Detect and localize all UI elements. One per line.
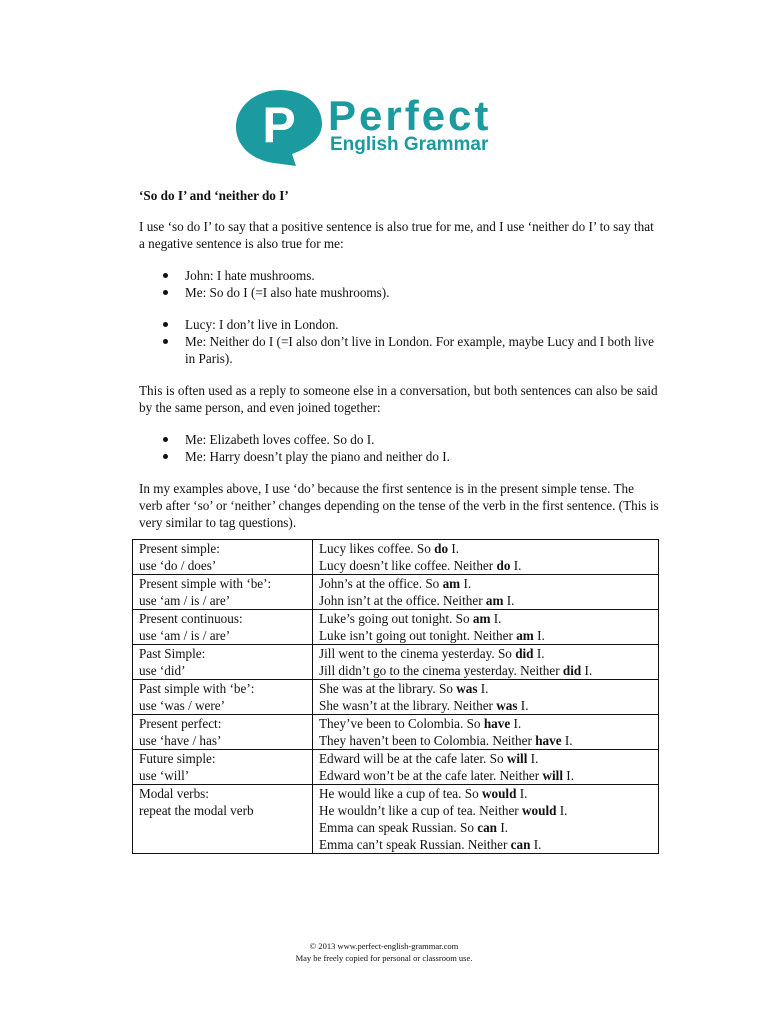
example-text-end: I. xyxy=(448,541,460,556)
auxiliary-verb: did xyxy=(562,663,582,678)
list-item: Me: Elizabeth loves coffee. So do I. xyxy=(185,431,659,448)
tense-cell xyxy=(133,750,313,785)
auxiliary-verb: am xyxy=(472,611,491,626)
auxiliary-verb: will xyxy=(542,768,563,783)
example-text-end: I. xyxy=(533,628,545,643)
example-list-2 xyxy=(139,316,659,367)
example-text-end: I. xyxy=(533,646,545,661)
intro-paragraph: I use ‘so do I’ to say that a positive sentence is also true for me, and I use ‘neither do I’ to say that a negative sentence is also true for me: xyxy=(139,219,654,251)
auxiliary-verb: was xyxy=(496,698,518,713)
example-text: Jill didn’t go to the cinema yesterday. Neither xyxy=(319,663,563,678)
example-sentence xyxy=(319,697,653,714)
example-text-end: I. xyxy=(497,820,509,835)
example-sentence xyxy=(319,715,653,732)
example-text: Lucy likes coffee. So xyxy=(319,541,435,556)
table-row xyxy=(133,715,659,750)
example-text-end: I. xyxy=(460,576,472,591)
example-sentence xyxy=(319,732,653,749)
table-row xyxy=(133,785,659,854)
example-cell xyxy=(313,540,659,575)
example-text-end: I. xyxy=(516,786,528,801)
auxiliary-verb: can xyxy=(477,820,498,835)
example-sentence xyxy=(319,819,653,836)
auxiliary-verb: have xyxy=(483,716,511,731)
usage-note: May be freely copied for personal or classroom use. xyxy=(295,953,473,963)
copyright-text: © 2013 www.perfect-english-grammar.com xyxy=(309,941,459,951)
example-text: Edward will be at the cafe later. So xyxy=(319,751,507,766)
example-text-end: I. xyxy=(556,803,568,818)
tense-rule: use ‘am / is / are’ xyxy=(139,628,231,643)
table-row xyxy=(133,575,659,610)
document-body xyxy=(139,187,659,854)
tense-name: Past Simple: xyxy=(139,646,206,661)
example-cell xyxy=(313,785,659,854)
logo xyxy=(234,88,524,168)
example-text: Emma can’t speak Russian. Neither xyxy=(319,837,511,852)
example-sentence xyxy=(319,662,653,679)
tense-cell xyxy=(133,540,313,575)
example-text: Edward won’t be at the cafe later. Neither xyxy=(319,768,543,783)
auxiliary-verb: did xyxy=(515,646,534,661)
tense-rule: use ‘will’ xyxy=(139,768,190,783)
tense-cell xyxy=(133,785,313,854)
logo-letter: P xyxy=(262,97,296,153)
paragraph-3: In my examples above, I use ‘do’ because the first sentence is in the present simple tense. The verb after ‘so’ or ‘neither’ changes depending on the tense of the verb in the first sentence. (This is very similar to tag questions). xyxy=(139,481,659,530)
tense-name: Present simple with ‘be’: xyxy=(139,576,272,591)
table-row xyxy=(133,750,659,785)
example-text: Jill went to the cinema yesterday. So xyxy=(319,646,516,661)
example-sentence xyxy=(319,610,653,627)
list-item: Me: Harry doesn’t play the piano and neither do I. xyxy=(185,448,659,465)
example-text: Luke’s going out tonight. So xyxy=(319,611,473,626)
example-sentence xyxy=(319,802,653,819)
tense-cell xyxy=(133,645,313,680)
auxiliary-verb: do xyxy=(434,541,449,556)
list-item: Me: So do I (=I also hate mushrooms). xyxy=(185,284,659,301)
table-row xyxy=(133,610,659,645)
example-text: John isn’t at the office. Neither xyxy=(319,593,486,608)
tense-cell xyxy=(133,680,313,715)
auxiliary-verb: will xyxy=(506,751,528,766)
tense-name: Modal verbs: xyxy=(139,786,209,801)
auxiliary-verb: would xyxy=(522,803,557,818)
example-text: He would like a cup of tea. So xyxy=(319,786,482,801)
example-sentence xyxy=(319,627,653,644)
example-text: Emma can speak Russian. So xyxy=(319,820,478,835)
example-sentence xyxy=(319,785,653,802)
example-text-end: I. xyxy=(530,837,542,852)
auxiliary-verb: am xyxy=(516,628,534,643)
tense-name: Present simple: xyxy=(139,541,220,556)
example-list-3 xyxy=(139,431,659,465)
example-cell xyxy=(313,680,659,715)
tense-name: Future simple: xyxy=(139,751,216,766)
example-text-end: I. xyxy=(510,716,522,731)
example-text-end: I. xyxy=(561,733,573,748)
example-list-1 xyxy=(139,267,659,301)
example-text: He wouldn’t like a cup of tea. Neither xyxy=(319,803,522,818)
tense-rule: use ‘have / has’ xyxy=(139,733,222,748)
table-row xyxy=(133,645,659,680)
tense-rule: use ‘am / is / are’ xyxy=(139,593,231,608)
tense-name: Present continuous: xyxy=(139,611,243,626)
example-cell xyxy=(313,610,659,645)
example-text: She was at the library. So xyxy=(319,681,457,696)
example-sentence xyxy=(319,680,653,697)
example-text: Luke isn’t going out tonight. Neither xyxy=(319,628,517,643)
paragraph-2: This is often used as a reply to someone else in a conversation, but both sentences can also be said by the same person, and even joined together: xyxy=(139,383,658,415)
tense-cell xyxy=(133,610,313,645)
tense-name: Past simple with ‘be’: xyxy=(139,681,255,696)
example-cell xyxy=(313,750,659,785)
list-item: Me: Neither do I (=I also don’t live in London. For example, maybe Lucy and I both live in Paris). xyxy=(185,333,659,367)
auxiliary-verb: can xyxy=(510,837,531,852)
example-sentence xyxy=(319,592,653,609)
example-text-end: I. xyxy=(563,768,574,783)
example-text: John’s at the office. So xyxy=(319,576,443,591)
example-text-end: I. xyxy=(477,681,489,696)
example-sentence xyxy=(319,750,653,767)
tense-cell xyxy=(133,715,313,750)
example-sentence xyxy=(319,540,653,557)
example-text: They haven’t been to Colombia. Neither xyxy=(319,733,536,748)
example-sentence xyxy=(319,645,653,662)
example-text-end: I. xyxy=(503,593,515,608)
footer xyxy=(0,940,768,964)
tense-table xyxy=(132,539,659,854)
example-sentence xyxy=(319,767,653,784)
example-sentence xyxy=(319,575,653,592)
auxiliary-verb: would xyxy=(481,786,517,801)
example-cell xyxy=(313,575,659,610)
auxiliary-verb: am xyxy=(485,593,504,608)
example-text: She wasn’t at the library. Neither xyxy=(319,698,497,713)
table-row xyxy=(133,680,659,715)
list-item: Lucy: I don’t live in London. xyxy=(185,316,659,333)
tense-rule: repeat the modal verb xyxy=(139,803,254,818)
example-text-end: I. xyxy=(490,611,502,626)
auxiliary-verb: was xyxy=(456,681,478,696)
tense-cell xyxy=(133,575,313,610)
example-text-end: I. xyxy=(510,558,522,573)
auxiliary-verb: do xyxy=(496,558,511,573)
speech-bubble-logo-icon xyxy=(234,88,524,168)
example-cell xyxy=(313,645,659,680)
auxiliary-verb: have xyxy=(535,733,562,748)
logo-word-perfect: Perfect xyxy=(328,92,492,139)
example-cell xyxy=(313,715,659,750)
example-text-end: I. xyxy=(581,663,593,678)
tense-rule: use ‘was / were’ xyxy=(139,698,226,713)
tense-rule: use ‘do / does’ xyxy=(139,558,217,573)
example-text: Lucy doesn’t like coffee. Neither xyxy=(319,558,497,573)
example-text-end: I. xyxy=(517,698,529,713)
auxiliary-verb: am xyxy=(442,576,461,591)
example-text-end: I. xyxy=(527,751,539,766)
page-title: ‘So do I’ and ‘neither do I’ xyxy=(139,188,289,203)
list-item: John: I hate mushrooms. xyxy=(185,267,659,284)
example-sentence xyxy=(319,836,653,853)
tense-rule: use ‘did’ xyxy=(139,663,186,678)
tense-name: Present perfect: xyxy=(139,716,222,731)
logo-word-english-grammar: English Grammar xyxy=(330,134,489,155)
table-row xyxy=(133,540,659,575)
example-text: They’ve been to Colombia. So xyxy=(319,716,484,731)
example-sentence xyxy=(319,557,653,574)
